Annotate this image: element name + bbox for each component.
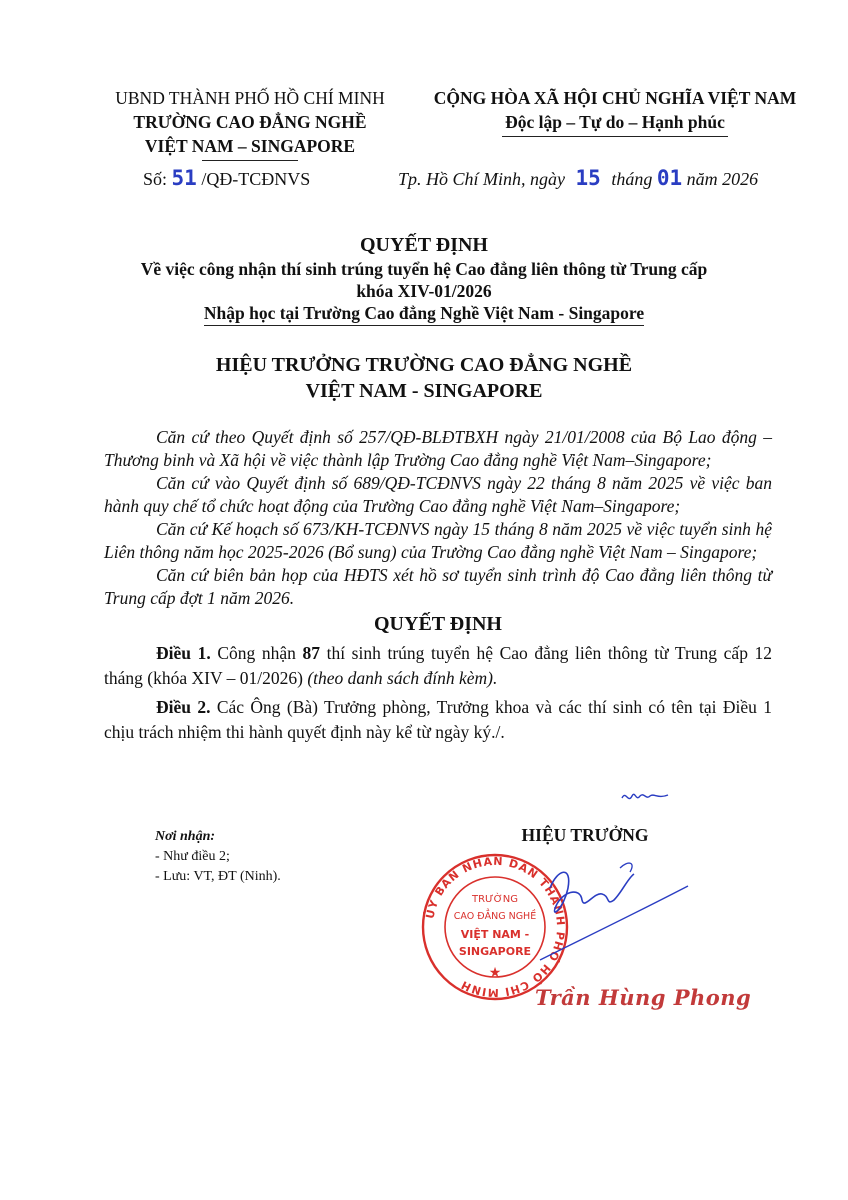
date-month: 01 <box>656 166 683 190</box>
decision-title-block <box>60 232 788 326</box>
issuer-authority: UBND THÀNH PHỐ HỒ CHÍ MINH <box>115 88 385 108</box>
article-2-label: Điều 2. <box>156 697 211 717</box>
so-suffix: /QĐ-TCĐNVS <box>201 169 311 189</box>
issue-date <box>398 166 758 190</box>
authority-line2: VIỆT NAM - SINGAPORE <box>305 380 543 402</box>
issuer-underline <box>202 160 298 161</box>
stamp-outer-text: ỦY BAN NHÂN DÂN THÀNH PHỐ HỒ CHÍ MINH <box>423 854 568 1000</box>
decision-title: QUYẾT ĐỊNH <box>360 234 488 256</box>
issuer-school-line1: TRƯỜNG CAO ĐẲNG NGHỀ <box>133 112 367 132</box>
date-month-label: tháng <box>611 169 653 189</box>
so-label: Số: <box>143 169 168 189</box>
date-prefix: Tp. Hồ Chí Minh, ngày <box>398 169 566 189</box>
article-1-text2: thí sinh trúng tuyển hệ Cao đẳng liên thông từ Trung cấp 12 tháng (khóa XIV – 01/2026) <box>104 643 773 688</box>
recipients-block <box>155 827 281 887</box>
stamp-inner-line2: CAO ĐẲNG NGHỀ <box>453 911 537 922</box>
article-1-note: (theo danh sách đính kèm). <box>307 668 498 688</box>
issuer-school-line2: VIỆT NAM – SINGAPORE <box>144 136 356 156</box>
decision-subject-line3: Nhập học tại Trường Cao đẳng Nghề Việt Nam - Singapore <box>204 302 644 326</box>
national-motto: Độc lập – Tự do – Hạnh phúc <box>505 112 725 132</box>
recipient-item: - Như điều 2; <box>155 849 230 864</box>
article-2-text: Các Ông (Bà) Trưởng phòng, Trưởng khoa và các thí sinh có tên tại Điều 1 chịu trách nhiệm thi hành quyết định này kể từ ngày ký./. <box>104 697 773 742</box>
authority-line1: HIỆU TRƯỞNG TRƯỜNG CAO ĐẲNG NGHỀ <box>215 354 633 376</box>
basis-4: Căn cứ biên bản họp của HĐTS xét hồ sơ tuyển sinh trình độ Cao đẳng liên thông từ Trung cấp đợt 1 năm 2026. <box>104 565 772 608</box>
stamp-inner-line4: SINGAPORE <box>458 945 532 958</box>
basis-1: Căn cứ theo Quyết định số 257/QĐ-BLĐTBXH ngày 21/01/2008 của Bộ Lao động – Thương binh và Xã hội về việc thành lập Trường Cao đẳng nghề Việt Nam–Singapore; <box>104 427 772 470</box>
document-number <box>143 166 310 190</box>
recipients-label: Nơi nhận: <box>155 829 216 844</box>
decision-body <box>104 426 772 745</box>
authority-heading <box>60 352 788 404</box>
motto-underline <box>502 136 728 137</box>
stamp-inner-line3: VIỆT NAM - <box>460 928 530 941</box>
basis-2: Căn cứ vào Quyết định số 689/QĐ-TCĐNVS ngày 22 tháng 8 năm 2025 về việc ban hành quy chế tổ chức hoạt động của Trường Cao đẳng nghề Việt Nam–Singapore; <box>104 473 772 516</box>
admitted-count: 87 <box>302 643 320 663</box>
basis-3: Căn cứ Kế hoạch số 673/KH-TCĐNVS ngày 15 tháng 8 năm 2025 về việc tuyển sinh hệ Liên thông năm học 2025-2026 (Bổ sung) của Trường Cao đẳng nghề Việt Nam – Singapore; <box>104 519 772 562</box>
stamp-inner-line1: TRƯỜNG <box>472 894 518 905</box>
national-title: CỘNG HÒA XÃ HỘI CHỦ NGHĨA VIỆT NAM <box>433 88 797 108</box>
so-number: 51 <box>171 166 197 190</box>
decision-subject-line1: Về việc công nhận thí sinh trúng tuyển hệ Cao đẳng liên thông từ Trung cấp <box>140 259 708 279</box>
handwritten-signature <box>510 848 690 998</box>
national-header <box>405 86 825 137</box>
signature-title: HIỆU TRƯỞNG <box>521 825 649 845</box>
decision-subject-line2: khóa XIV-01/2026 <box>356 281 492 301</box>
date-day: 15 <box>575 166 601 190</box>
signatory-name: Trần Hùng Phong <box>535 985 752 1010</box>
svg-text:★: ★ <box>488 965 502 981</box>
initials-scribble <box>620 784 670 806</box>
article-1-text1: Công nhận <box>217 643 296 663</box>
article-1-label: Điều 1. <box>156 643 211 663</box>
date-year: năm 2026 <box>686 169 759 189</box>
decision-heading: QUYẾT ĐỊNH <box>374 613 502 635</box>
article-2 <box>104 695 772 745</box>
article-1 <box>104 641 772 691</box>
recipient-item: - Lưu: VT, ĐT (Ninh). <box>155 869 281 884</box>
issuer-header <box>100 86 400 161</box>
